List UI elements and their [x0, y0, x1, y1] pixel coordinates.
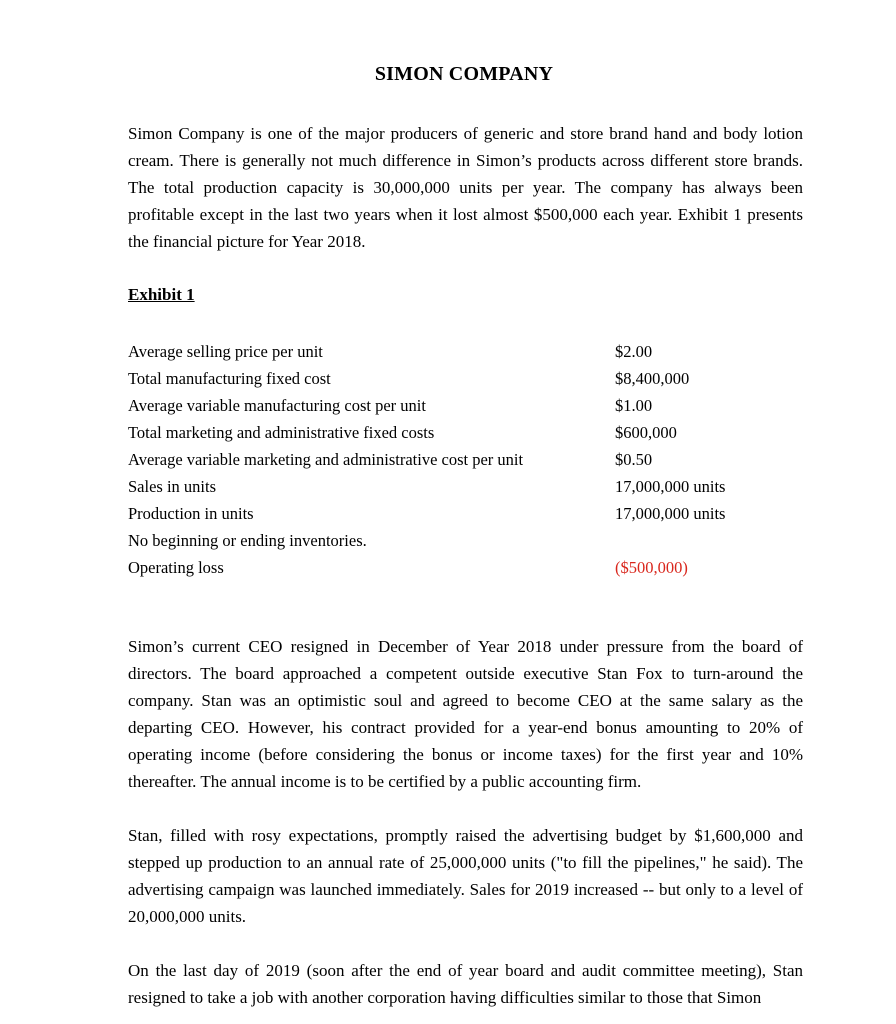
exhibit-row-value: $0.50 — [615, 450, 653, 469]
exhibit-row-label: Total manufacturing fixed cost — [128, 369, 331, 388]
exhibit-row — [128, 392, 768, 419]
exhibit-row-value: $1.00 — [615, 396, 653, 415]
exhibit-row-label: Operating loss — [128, 558, 224, 577]
exhibit-row-value: $2.00 — [615, 342, 653, 361]
exhibit-row — [128, 338, 768, 365]
exhibit-row-value: 17,000,000 units — [615, 477, 726, 496]
exhibit-row-value: 17,000,000 units — [615, 504, 726, 523]
resignation-paragraph: On the last day of 2019 (soon after the end of year board and audit committee meeting), Stan resigned to take a job with another corporation having difficulties similar to those that Simon — [128, 961, 803, 1007]
exhibit-row-label: No beginning or ending inventories. — [128, 531, 367, 550]
stan-expectations-paragraph: Stan, filled with rosy expectations, promptly raised the advertising budget by $1,600,000 and stepped up production to an annual rate of 25,000,000 units ("to fill the pipelines," he said). The advertising campaign was launched immediately. Sales for 2019 increased -- but only to a level of 20,000,000 units. — [128, 826, 803, 926]
exhibit-table — [128, 338, 768, 581]
document-title: SIMON COMPANY — [374, 63, 554, 85]
exhibit-row — [128, 446, 768, 473]
intro-paragraph: Simon Company is one of the major producers of generic and store brand hand and body lotion cream. There is generally not much difference in Simon’s products across different store brands. The total production capacity is 30,000,000 units per year. The company has always been profitable except in the last two years when it lost almost $500,000 each year. Exhibit 1 presents the financial picture for Year 2018. — [128, 124, 803, 251]
exhibit-row — [128, 500, 768, 527]
ceo-paragraph: Simon’s current CEO resigned in December of Year 2018 under pressure from the board of directors. The board approached a competent outside executive Stan Fox to turn-around the company. Stan was an optimistic soul and agreed to become CEO at the same salary as the departing CEO. However, his contract provided for a year-end bonus amounting to 20% of operating income (before considering the bonus or income taxes) for the first year and 10% thereafter. The annual income is to be certified by a public accounting firm. — [128, 637, 803, 791]
operating-loss-value: ($500,000) — [615, 558, 688, 577]
exhibit-row — [128, 527, 768, 554]
exhibit-row-label: Production in units — [128, 504, 254, 523]
exhibit-row — [128, 473, 768, 500]
exhibit-heading: Exhibit 1 — [128, 285, 195, 304]
exhibit-row-label: Average selling price per unit — [128, 342, 323, 361]
exhibit-row-value: $600,000 — [615, 423, 677, 442]
exhibit-row — [128, 554, 768, 581]
exhibit-row-label: Average variable marketing and administrative cost per unit — [128, 450, 524, 469]
exhibit-row-label: Average variable manufacturing cost per unit — [128, 396, 426, 415]
exhibit-row-label: Sales in units — [128, 477, 217, 496]
exhibit-row-label: Total marketing and administrative fixed costs — [128, 423, 435, 442]
exhibit-row — [128, 419, 768, 446]
exhibit-row-value: $8,400,000 — [615, 369, 690, 388]
exhibit-row — [128, 365, 768, 392]
